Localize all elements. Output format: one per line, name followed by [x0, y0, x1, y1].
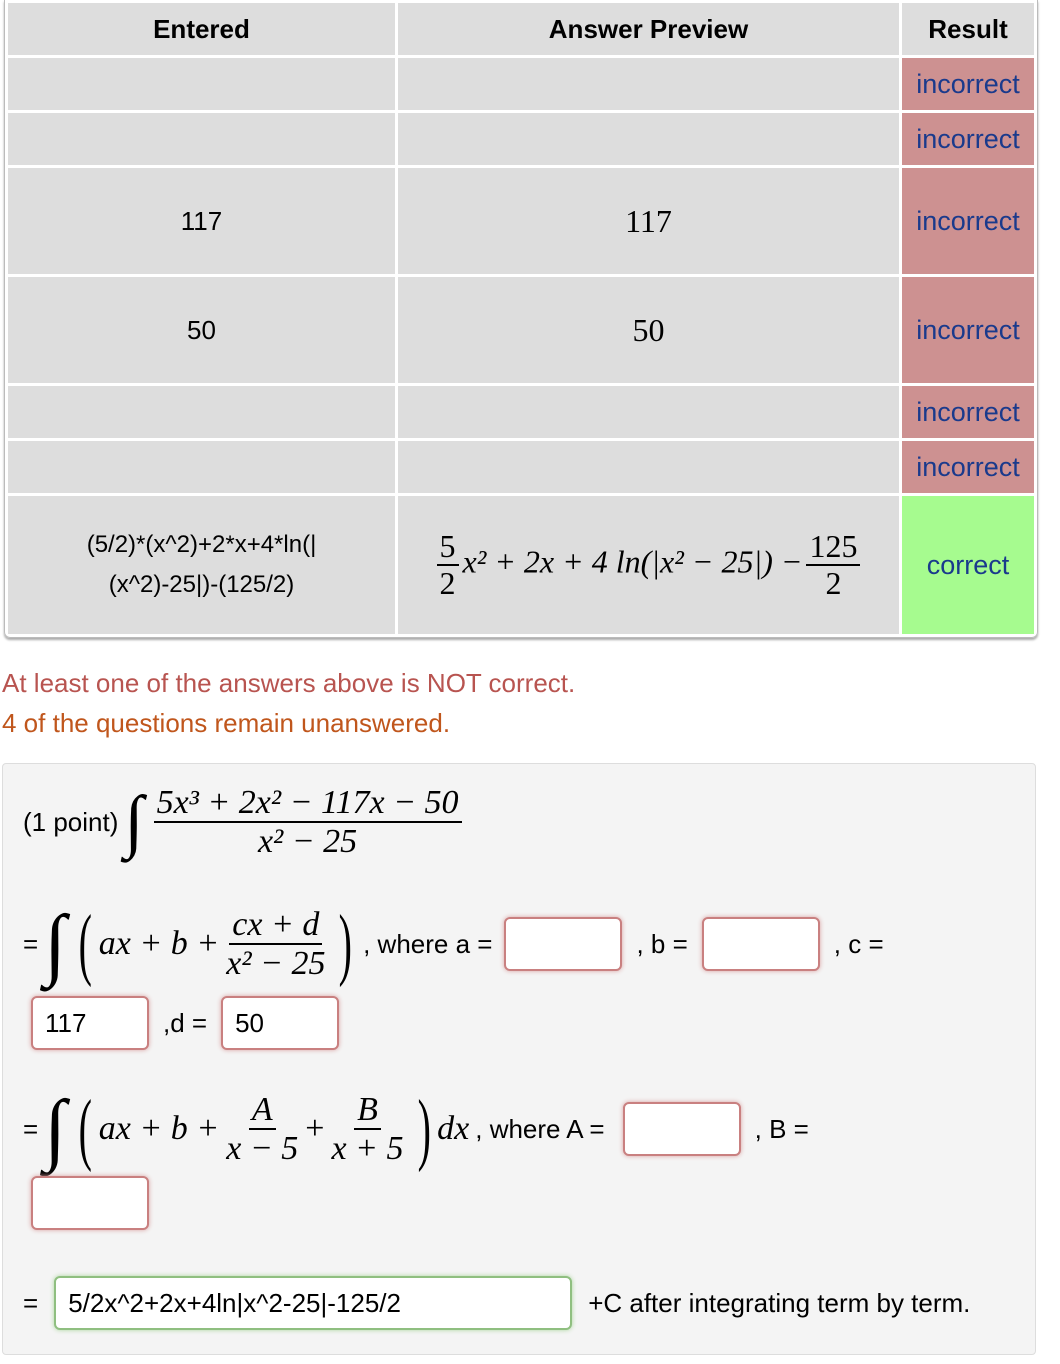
suffix-text: +C after integrating term by term.: [588, 1287, 971, 1318]
problem-box: [2, 763, 1036, 1355]
numerator: 5: [437, 529, 459, 566]
b-label: , b =: [636, 928, 688, 959]
result-cell: correct: [902, 496, 1034, 634]
b-input[interactable]: [702, 917, 820, 971]
entered-cell: [8, 386, 395, 438]
preview-cell: 50: [398, 277, 899, 383]
a-input[interactable]: [504, 917, 622, 971]
denominator: 2: [439, 565, 456, 601]
points-label: (1 point): [23, 806, 119, 837]
c-label: , c =: [833, 928, 884, 959]
integral-sign: ∫: [44, 900, 67, 988]
not-correct-message: At least one of the answers above is NOT correct.: [2, 668, 576, 698]
fraction: [223, 906, 328, 983]
plus: +: [305, 1110, 325, 1147]
table-row: [8, 386, 1034, 438]
equals: =: [23, 928, 39, 959]
results-table: [4, 0, 1038, 638]
equals: =: [23, 1287, 39, 1318]
entered-line: (5/2)*(x^2)+2*x+4*ln(|: [86, 531, 317, 558]
numerator: A: [249, 1091, 276, 1130]
fraction: [223, 1091, 301, 1168]
header-result: Result: [902, 3, 1034, 55]
d-input[interactable]: [221, 996, 339, 1050]
table-row: [8, 441, 1034, 493]
numerator: cx + d: [229, 906, 322, 945]
preview-cell: [398, 496, 899, 634]
step-1: [23, 900, 898, 988]
preview-expression: x² + 2x + 4 ln(|x² − 25|) −: [462, 543, 803, 580]
numerator: 125: [806, 529, 860, 566]
numerator: 5x³ + 2x² − 117x − 50: [154, 784, 462, 823]
result-cell: incorrect: [902, 386, 1034, 438]
open-paren: (: [78, 900, 93, 988]
problem-statement: [23, 784, 466, 861]
entered-cell: 50: [8, 277, 395, 383]
result-cell: incorrect: [902, 168, 1034, 274]
table-row: [8, 58, 1034, 110]
preview-cell: [398, 113, 899, 165]
close-paren: ): [417, 1085, 431, 1173]
dx: dx: [437, 1110, 470, 1147]
entered-cell: [8, 441, 395, 493]
denominator: 2: [825, 565, 842, 601]
step-1-cont: [31, 996, 339, 1050]
entered-cell: 117: [8, 168, 395, 274]
entered-cell: [8, 113, 395, 165]
expression: ax + b +: [98, 1110, 220, 1147]
result-cell: incorrect: [902, 441, 1034, 493]
denominator: x² − 25: [226, 945, 326, 982]
d-label: ,d =: [163, 1007, 208, 1038]
close-paren: ): [339, 900, 353, 988]
integral-sign: ∫: [44, 1085, 67, 1173]
integrand: [154, 784, 462, 861]
entered-cell: [8, 496, 395, 634]
header-preview: Answer Preview: [398, 3, 899, 55]
header-entered: Entered: [8, 3, 395, 55]
A-input[interactable]: [623, 1102, 741, 1156]
table-row: [8, 496, 1034, 634]
integral-sign: ∫: [124, 783, 144, 861]
preview-cell: [398, 441, 899, 493]
table-row: [8, 277, 1034, 383]
preview-cell: [398, 58, 899, 110]
unanswered-message: 4 of the questions remain unanswered.: [2, 708, 451, 738]
result-cell: incorrect: [902, 113, 1034, 165]
entered-cell: [8, 58, 395, 110]
denominator: x² − 25: [257, 823, 358, 861]
c-input[interactable]: [31, 996, 149, 1050]
open-paren: (: [78, 1085, 93, 1173]
step-2: [23, 1085, 823, 1173]
step-2-cont: [31, 1176, 149, 1230]
result-cell: incorrect: [902, 58, 1034, 110]
table-row: [8, 168, 1034, 274]
final-answer-input[interactable]: [54, 1276, 572, 1330]
A-label: , where A =: [475, 1113, 605, 1144]
fraction: [328, 1091, 406, 1168]
result-cell: incorrect: [902, 277, 1034, 383]
step-3: [23, 1276, 970, 1330]
equals: =: [23, 1113, 39, 1144]
table-row: [8, 113, 1034, 165]
a-label: , where a =: [363, 928, 493, 959]
fraction: [806, 529, 860, 601]
B-label: , B =: [754, 1113, 809, 1144]
denominator: x + 5: [331, 1130, 404, 1167]
header-row: [8, 3, 1034, 55]
expression: ax + b +: [98, 925, 220, 962]
numerator: B: [354, 1091, 381, 1130]
fraction: [437, 529, 459, 601]
B-input[interactable]: [31, 1176, 149, 1230]
preview-cell: [398, 386, 899, 438]
preview-cell: 117: [398, 168, 899, 274]
denominator: x − 5: [226, 1130, 299, 1167]
entered-line: (x^2)-25|)-(125/2): [108, 571, 295, 598]
